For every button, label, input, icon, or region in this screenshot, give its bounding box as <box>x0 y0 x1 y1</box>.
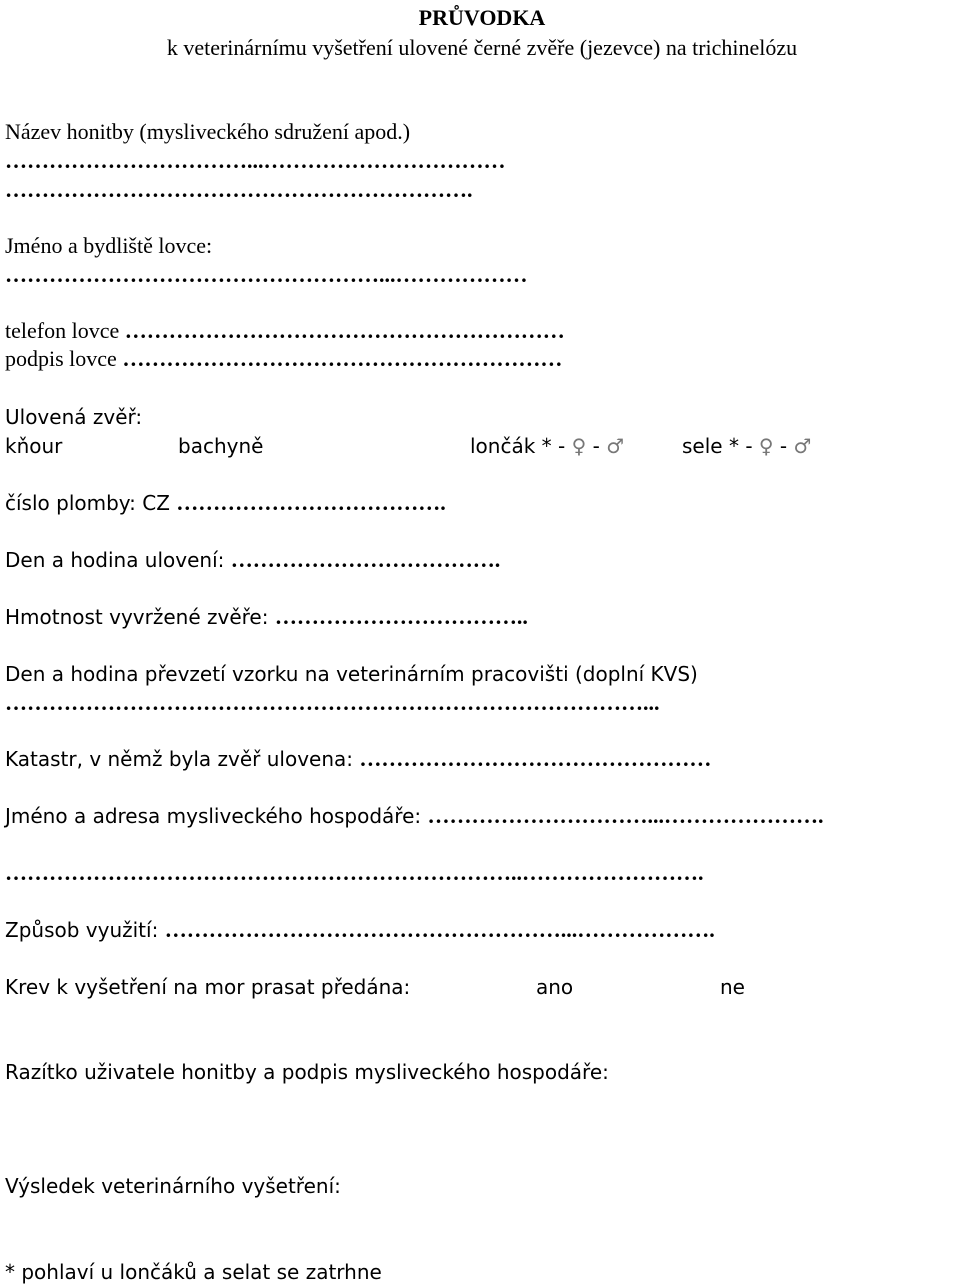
male-symbol-icon[interactable]: ♂ <box>606 434 625 458</box>
hunter-signature-row <box>5 346 562 372</box>
hunting-ground-field-line2[interactable]: ………………………………………………………. <box>5 177 473 202</box>
seal-number-field[interactable]: ………………………………. <box>176 490 446 515</box>
gamekeeper-field-line2[interactable]: ……………………………………………………………..……………………. <box>5 860 704 885</box>
usage-row <box>5 917 715 943</box>
hunter-phone-label: telefon lovce <box>5 318 120 343</box>
gamekeeper-row <box>5 803 823 829</box>
separator: - <box>745 434 753 458</box>
game-type-sow[interactable]: bachyně <box>178 434 264 458</box>
gamekeeper-label: Jméno a adresa mysliveckého hospodáře: <box>5 804 422 828</box>
female-symbol-icon[interactable]: ♀ <box>571 434 587 458</box>
blood-sample-no-option[interactable]: ne <box>720 975 745 999</box>
stamp-signature-label: Razítko uživatele honitby a podpis mysliveckého hospodáře: <box>5 1060 609 1084</box>
gamekeeper-field-line1[interactable]: …………………………...…………………. <box>427 803 824 828</box>
game-type-piglet[interactable] <box>682 433 811 459</box>
weight-field[interactable]: …………………………….. <box>274 604 528 629</box>
catch-date-field[interactable]: ………………………………. <box>230 547 501 572</box>
hunter-signature-field[interactable]: …………………………………………………… <box>122 346 563 371</box>
male-symbol-icon[interactable]: ♂ <box>793 434 812 458</box>
separator: - <box>779 434 788 458</box>
usage-field[interactable]: ………………………………………………...………………. <box>164 917 715 942</box>
hunter-name-field[interactable]: ……………………………………………...……………… <box>5 262 528 287</box>
hunter-name-label: Jméno a bydliště lovce: <box>5 233 213 258</box>
game-label: Ulovená zvěř: <box>5 405 143 429</box>
document-subtitle: k veterinárnímu vyšetření ulovené černé zvěře (jezevce) na trichinelózu <box>166 35 798 60</box>
exam-result-label: Výsledek veterinárního vyšetření: <box>5 1174 341 1198</box>
hunting-ground-label: Název honitby (mysliveckého sdružení apod.) <box>5 119 411 144</box>
hunter-signature-label: podpis lovce <box>5 346 117 371</box>
footnote: * pohlaví u lončáků a selat se zatrhne <box>5 1260 382 1284</box>
separator: - <box>558 434 566 458</box>
hunter-phone-row <box>5 318 565 344</box>
game-type-piglet-label: sele <box>682 434 723 458</box>
weight-row <box>5 604 528 630</box>
game-type-yearling-label: lončák <box>470 434 536 458</box>
seal-number-row <box>5 490 446 516</box>
separator: - <box>592 434 600 458</box>
catch-date-label: Den a hodina ulovení: <box>5 548 225 572</box>
usage-label: Způsob využití: <box>5 918 159 942</box>
female-symbol-icon[interactable]: ♀ <box>758 434 774 458</box>
catch-date-row <box>5 547 500 573</box>
hunter-phone-field[interactable]: …………………………………………………… <box>124 318 565 343</box>
sample-receipt-field[interactable]: ……………………………………………………………………………... <box>5 690 660 715</box>
cadastre-label: Katastr, v němž byla zvěř ulovena: <box>5 747 354 771</box>
cadastre-field[interactable]: ………………………………………… <box>359 746 712 771</box>
document-title: PRŮVODKA <box>418 5 546 30</box>
seal-number-label: číslo plomby: CZ <box>5 491 170 515</box>
footnote-mark: * <box>541 434 552 458</box>
hunting-ground-field-line1[interactable]: ……………………………...…………………………… <box>5 148 506 173</box>
sample-receipt-label: Den a hodina převzetí vzorku na veterinárním pracovišti (doplní KVS) <box>5 662 698 686</box>
weight-label: Hmotnost vyvržené zvěře: <box>5 605 269 629</box>
game-type-boar[interactable]: kňour <box>5 434 63 458</box>
game-type-yearling[interactable] <box>470 433 624 459</box>
footnote-mark: * <box>728 434 739 458</box>
cadastre-row <box>5 746 711 772</box>
blood-sample-label: Krev k vyšetření na mor prasat předána: <box>5 975 411 999</box>
blood-sample-yes-option[interactable]: ano <box>536 975 574 999</box>
